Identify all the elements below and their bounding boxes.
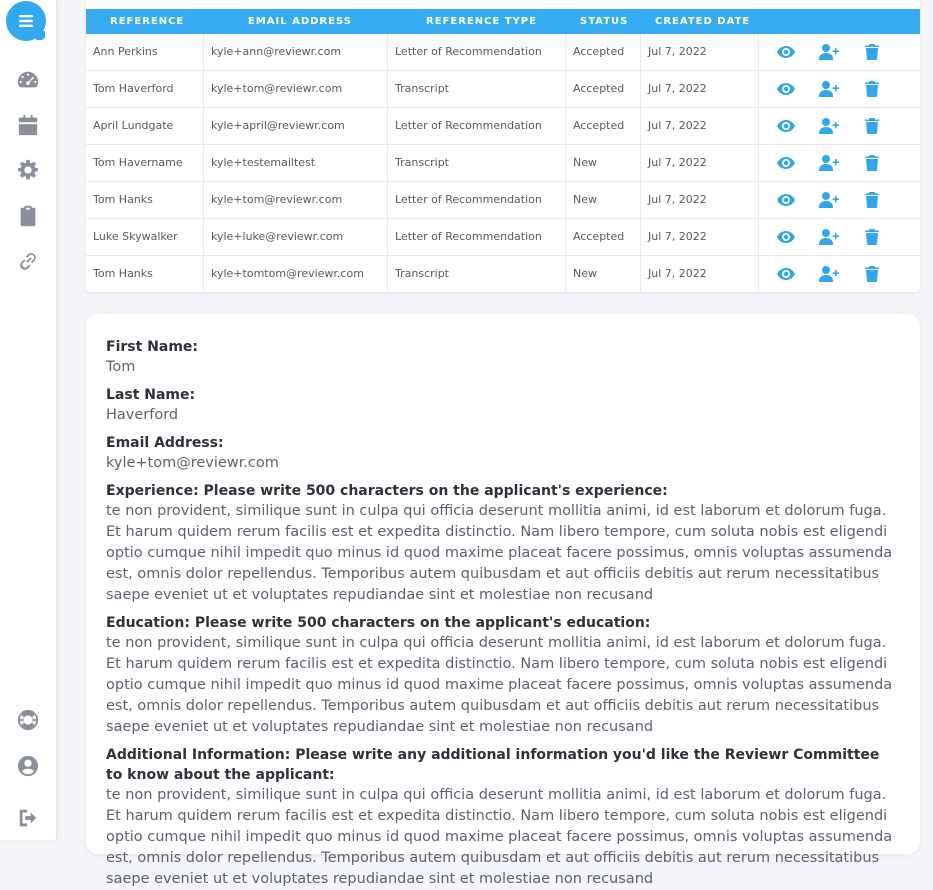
logo-mark-icon [15, 10, 37, 32]
cell-email: kyle+luke@reviewr.com [211, 230, 344, 243]
table-header [86, 9, 920, 34]
additional-info-value: te non provident, similique sunt in culpa qui officia deserunt mollitia animi, id est laborum et dolorum fuga. Et harum quidem rerum facilis est et expedita distinctio. Nam libero tempore, cum soluta nobis est eligendi optio cumque nihil impedit quo minus id quod maxime placeat facere possimus, omnis voluptas assumenda est, omnis dolor repellendus. Temporibus autem quibusdam et aut officiis debitis aut rerum necessitatibus saepe eveniet ut et voluptates repudiandae sint et molestiae non recusand [106, 787, 893, 887]
header-created-date[interactable]: CREATED DATE [655, 16, 751, 27]
trash-icon[interactable] [862, 117, 882, 135]
add-user-icon[interactable] [819, 80, 839, 98]
experience-value: te non provident, similique sunt in culpa qui officia deserunt mollitia animi, id est laborum et dolorum fuga. Et harum quidem rerum facilis est et expedita distinctio. Nam libero tempore, cum soluta nobis est eligendi optio cumque nihil impedit quo minus id quod maxime placeat facere possimus, omnis voluptas assumenda est, omnis dolor repellendus. Temporibus autem quibusdam et aut officiis debitis aut rerum necessitatibus saepe eveniet ut et voluptates repudiandae sint et molestiae non recusand [106, 503, 893, 603]
cell-reference-type: Letter of Recommendation [395, 193, 542, 206]
experience-field [106, 481, 900, 606]
add-user-icon[interactable] [819, 117, 839, 135]
table-row [86, 219, 920, 256]
cell-email: kyle+tom@reviewr.com [211, 193, 343, 206]
add-user-icon[interactable] [819, 228, 839, 246]
cell-reference-type: Transcript [395, 156, 449, 169]
trash-icon[interactable] [862, 80, 882, 98]
cell-status: Accepted [573, 230, 625, 243]
header-reference-type[interactable]: REFERENCE TYPE [426, 16, 537, 27]
cell-reference: April Lundgate [93, 119, 174, 132]
cell-created-date: Jul 7, 2022 [648, 267, 707, 280]
header-status[interactable]: STATUS [580, 16, 629, 27]
first-name-field [106, 337, 900, 378]
lifebuoy-icon[interactable] [16, 708, 40, 732]
references-table [86, 0, 920, 293]
cell-status: Accepted [573, 45, 625, 58]
cell-reference: Tom Havername [93, 156, 183, 169]
clipboard-icon[interactable] [16, 204, 40, 228]
experience-label: Experience: Please write 500 characters on the applicant's experience: [106, 483, 668, 499]
cell-created-date: Jul 7, 2022 [648, 230, 707, 243]
trash-icon[interactable] [862, 265, 882, 283]
eye-icon[interactable] [776, 154, 796, 172]
email-field [106, 433, 900, 474]
cell-created-date: Jul 7, 2022 [648, 45, 707, 58]
eye-icon[interactable] [776, 228, 796, 246]
table-row [86, 108, 920, 145]
user-circle-icon[interactable] [16, 754, 40, 778]
last-name-field [106, 385, 900, 426]
table-row [86, 71, 920, 108]
cell-created-date: Jul 7, 2022 [648, 119, 707, 132]
sidebar [0, 0, 57, 840]
cell-email: kyle+ann@reviewr.com [211, 45, 342, 58]
add-user-icon[interactable] [819, 191, 839, 209]
eye-icon[interactable] [776, 43, 796, 61]
eye-icon[interactable] [776, 265, 796, 283]
cell-created-date: Jul 7, 2022 [648, 193, 707, 206]
cell-created-date: Jul 7, 2022 [648, 82, 707, 95]
trash-icon[interactable] [862, 228, 882, 246]
link-icon[interactable] [16, 249, 40, 273]
cell-status: Accepted [573, 119, 625, 132]
logout-icon[interactable] [16, 806, 40, 830]
last-name-value: Haverford [106, 407, 179, 423]
trash-icon[interactable] [862, 191, 882, 209]
cell-reference-type: Letter of Recommendation [395, 119, 542, 132]
reviewr-logo[interactable] [6, 1, 46, 41]
cell-reference: Ann Perkins [93, 45, 158, 58]
cell-reference: Luke Skywalker [93, 230, 178, 243]
eye-icon[interactable] [776, 191, 796, 209]
cell-reference-type: Transcript [395, 267, 449, 280]
first-name-label: First Name: [106, 339, 199, 355]
cell-email: kyle+tomtom@reviewr.com [211, 267, 364, 280]
cell-status: New [573, 156, 597, 169]
add-user-icon[interactable] [819, 154, 839, 172]
gear-icon[interactable] [16, 158, 40, 182]
cell-reference: Tom Hanks [93, 193, 153, 206]
eye-icon[interactable] [776, 117, 796, 135]
add-user-icon[interactable] [819, 43, 839, 61]
cell-reference-type: Letter of Recommendation [395, 230, 542, 243]
table-row [86, 182, 920, 219]
additional-info-field [106, 745, 900, 890]
calendar-icon[interactable] [16, 113, 40, 137]
education-value: te non provident, similique sunt in culpa qui officia deserunt mollitia animi, id est laborum et dolorum fuga. Et harum quidem rerum facilis est et expedita distinctio. Nam libero tempore, cum soluta nobis est eligendi optio cumque nihil impedit quo minus id quod maxime placeat facere possimus, omnis voluptas assumenda est, omnis dolor repellendus. Temporibus autem quibusdam et aut officiis debitis aut rerum necessitatibus saepe eveniet ut et voluptates repudiandae sint et molestiae non recusand [106, 635, 893, 735]
last-name-label: Last Name: [106, 387, 196, 403]
dashboard-icon[interactable] [16, 68, 40, 92]
eye-icon[interactable] [776, 80, 796, 98]
table-row [86, 34, 920, 71]
cell-email: kyle+april@reviewr.com [211, 119, 345, 132]
cell-reference: Tom Haverford [93, 82, 174, 95]
cell-email: kyle+testemailtest [211, 156, 316, 169]
education-field [106, 613, 900, 738]
cell-status: New [573, 267, 597, 280]
add-user-icon[interactable] [819, 265, 839, 283]
email-value: kyle+tom@reviewr.com [106, 455, 279, 471]
cell-status: Accepted [573, 82, 625, 95]
cell-reference-type: Transcript [395, 82, 449, 95]
table-row [86, 145, 920, 182]
cell-created-date: Jul 7, 2022 [648, 156, 707, 169]
header-reference[interactable]: REFERENCE [110, 16, 185, 27]
cell-email: kyle+tom@reviewr.com [211, 82, 343, 95]
table-row [86, 256, 920, 293]
additional-info-label: Additional Information: Please write any additional information you'd like the Reviewr Committee to know about the applicant: [106, 747, 880, 783]
header-email[interactable]: EMAIL ADDRESS [248, 16, 352, 27]
cell-status: New [573, 193, 597, 206]
reference-detail-card [86, 314, 920, 887]
first-name-value: Tom [106, 359, 136, 375]
trash-icon[interactable] [862, 154, 882, 172]
education-label: Education: Please write 500 characters on the applicant's education: [106, 615, 651, 631]
cell-reference: Tom Hanks [93, 267, 153, 280]
trash-icon[interactable] [862, 43, 882, 61]
email-label: Email Address: [106, 435, 224, 451]
cell-reference-type: Letter of Recommendation [395, 45, 542, 58]
